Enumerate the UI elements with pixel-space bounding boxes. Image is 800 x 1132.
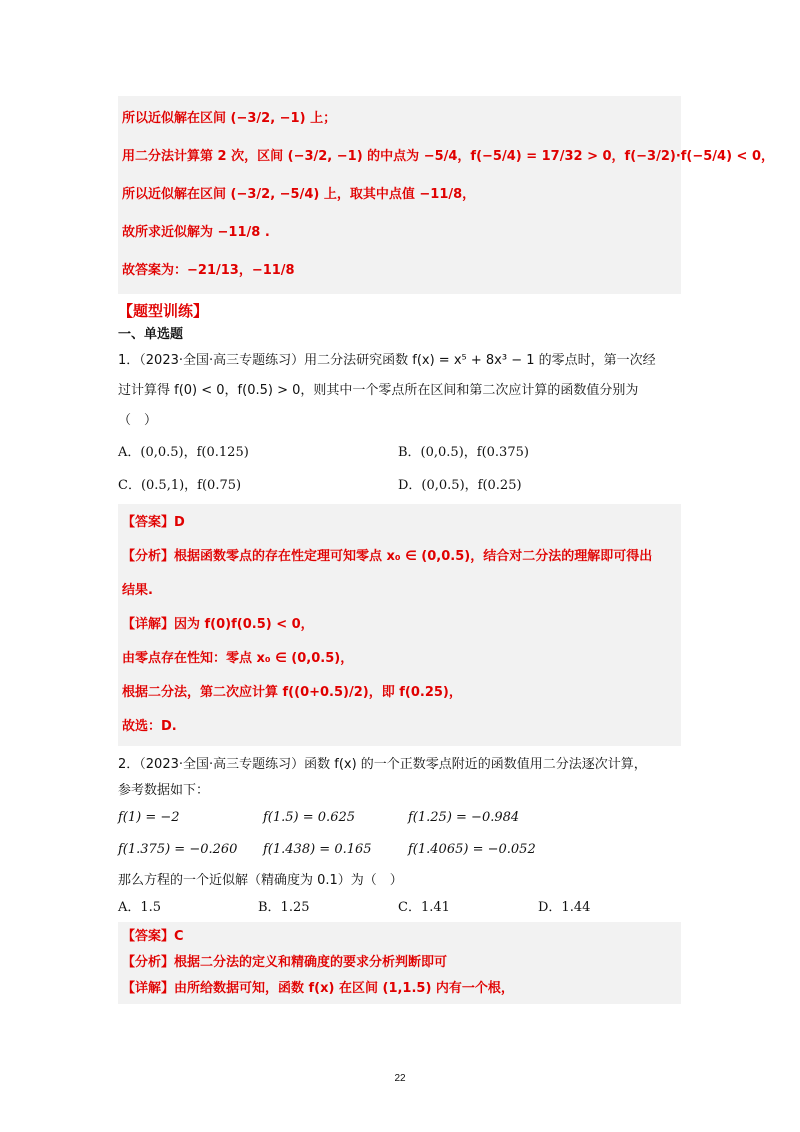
option-c: C．(0.5,1)，f(0.75) <box>118 478 242 493</box>
analysis-line: 【分析】根据函数零点的存在性定理可知零点 x₀ ∈ (0,0.5)，结合对二分法的理解即可得出 <box>122 549 653 564</box>
detail-line: 根据二分法，第二次应计算 f((0+0.5)/2)，即 f(0.25)， <box>122 685 462 700</box>
subsection-title: 一、单选题 <box>118 327 184 342</box>
detail-line: 故选：D. <box>122 719 177 734</box>
page-number: 22 <box>394 1073 406 1084</box>
option-d: D．1.44 <box>538 900 591 915</box>
option-a: A．(0,0.5)，f(0.125) <box>118 445 249 460</box>
question-stem: 过计算得 f(0) < 0，f(0.5) > 0，则其中一个零点所在区间和第二次应计算的函数值分别为 <box>118 383 639 398</box>
data-cell: f(1.25) = −0.984 <box>408 810 520 825</box>
analysis-line: 【分析】根据二分法的定义和精确度的要求分析判断即可 <box>122 955 448 970</box>
data-cell: f(1.5) = 0.625 <box>263 810 356 825</box>
question-stem: 2．（2023·全国·高三专题练习）函数 f(x) 的一个正数零点附近的函数值用二分法逐次计算， <box>118 757 647 772</box>
document-page <box>118 96 775 1004</box>
option-a: A．1.5 <box>118 900 162 915</box>
solution-line: 所以近似解在区间 (−3/2, −5/4) 上，取其中点值 −11/8， <box>122 187 476 202</box>
option-c: C．1.41 <box>398 900 450 915</box>
solution-block-continued <box>118 96 775 294</box>
question-1 <box>118 346 681 746</box>
data-cell: f(1.438) = 0.165 <box>263 842 372 857</box>
answer-block <box>118 922 681 1004</box>
question-text: 那么方程的一个近似解（精确度为 0.1）为（ ） <box>118 873 403 888</box>
detail-line: 【详解】由所给数据可知，函数 f(x) 在区间 (1,1.5) 内有一个根， <box>122 981 514 996</box>
question-stem: （ ） <box>118 413 158 428</box>
detail-line: 由零点存在性知：零点 x₀ ∈ (0,0.5)， <box>122 651 354 666</box>
solution-line: 故所求近似解为 −11/8 . <box>122 225 270 240</box>
solution-line: 所以近似解在区间 (−3/2, −1) 上； <box>122 111 337 126</box>
answer-block <box>118 504 681 746</box>
question-2 <box>118 750 681 1004</box>
option-d: D．(0,0.5)，f(0.25) <box>398 478 522 493</box>
options <box>118 436 681 502</box>
solution-line: 用二分法计算第 2 次，区间 (−3/2, −1) 的中点为 −5/4，f(−5/4) = 17/32 > 0，f(−3/2)·f(−5/4) < 0， <box>122 149 775 164</box>
data-cell: f(1.375) = −0.260 <box>118 842 238 857</box>
data-row <box>118 802 681 834</box>
detail-line: 【详解】因为 f(0)f(0.5) < 0， <box>122 617 314 632</box>
question-stem: 1．（2023·全国·高三专题练习）用二分法研究函数 f(x) = x⁵ + 8x³ − 1 的零点时，第一次经 <box>118 353 656 368</box>
option-b: B．(0,0.5)，f(0.375) <box>398 445 529 460</box>
option-b: B．1.25 <box>258 900 310 915</box>
answer-line: 【答案】C <box>122 929 184 944</box>
analysis-line: 结果. <box>122 583 153 598</box>
answer-line: 【答案】D <box>122 515 185 530</box>
solution-line: 故答案为：−21/13，−11/8 <box>122 263 295 278</box>
question-stem: 参考数据如下： <box>118 783 210 798</box>
section-title: 【题型训练】 <box>118 302 209 320</box>
data-cell: f(1.4065) = −0.052 <box>408 842 536 857</box>
data-row <box>118 834 681 866</box>
options <box>118 896 681 920</box>
data-cell: f(1) = −2 <box>118 810 180 825</box>
